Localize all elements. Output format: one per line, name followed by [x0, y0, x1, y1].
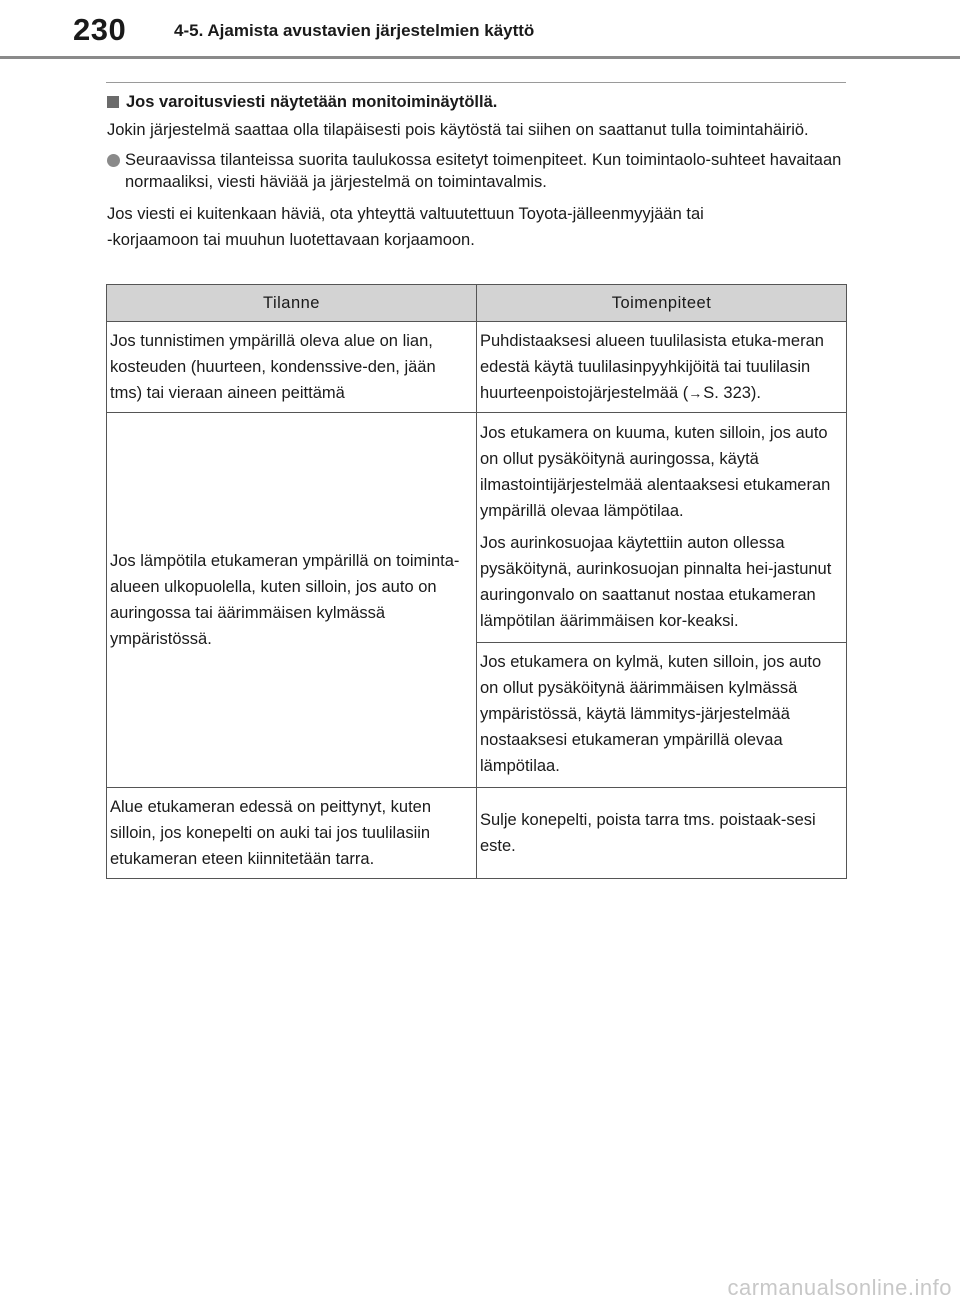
chapter-title: 4-5. Ajamista avustavien järjestelmien käyttö	[174, 21, 535, 40]
intro-paragraph: Jokin järjestelmä saattaa olla tilapäisesti pois käytöstä tai siihen on saattanut tulla toimintahäiriö.	[107, 121, 809, 139]
situation-cell: Jos lämpötila etukameran ympärillä on toiminta-alueen ulkopuolella, kuten silloin, jos auto on auringossa tai äärimmäisen kylmässä ympäristössä.	[107, 413, 477, 788]
section-divider	[106, 82, 846, 83]
action-cell: Puhdistaaksesi alueen tuulilasista etuka-meran edestä käytä tuulilasinpyyhkijöitä tai tuulilasin huurteenpoistojärjestelmää (→S. 323).	[477, 322, 847, 413]
square-bullet-icon	[107, 96, 119, 108]
header-rule	[0, 56, 960, 59]
action-text: Puhdistaaksesi alueen tuulilasista etuka-meran edestä käytä tuulilasinpyyhkijöitä tai tuulilasin huurteenpoistojärjestelmää	[480, 332, 824, 402]
round-bullet-icon	[107, 154, 120, 167]
situation-cell: Jos tunnistimen ympärillä oleva alue on lian, kosteuden (huurteen, kondenssive-den, jään tms) tai vieraan aineen peittämä	[107, 322, 477, 413]
page-number: 230	[73, 12, 127, 47]
table-row	[107, 788, 847, 879]
contact-line-1: Jos viesti ei kuitenkaan häviä, ota yhteyttä valtuutettuun Toyota-jälleenmyyjään tai	[107, 205, 704, 223]
section-content	[107, 92, 847, 253]
table-row	[107, 322, 847, 413]
page-reference-link: S. 323).	[703, 384, 762, 402]
site-watermark: carmanualsonline.info	[727, 1275, 952, 1300]
arrow-right-icon: →	[688, 385, 703, 401]
section-heading-text: Jos varoitusviesti näytetään monitoiminäytöllä.	[126, 93, 498, 111]
action-cell	[477, 413, 847, 643]
situation-action-table	[106, 284, 847, 879]
action-hot-2: Jos aurinkosuojaa käytettiin auton ollessa pysäköitynä, aurinkosuojan pinnalta hei-jastunut auringonvalo on saattanut nostaa etukameran lämpötilan äärimmäisen kor-keaksi.	[480, 534, 832, 630]
situation-cell: Alue etukameran edessä on peittynyt, kuten silloin, jos konepelti on auki tai jos tuulilasiin etukameran eteen kiinnitetään tarra.	[107, 788, 477, 879]
page-header	[0, 0, 960, 58]
bullet-paragraph	[107, 149, 847, 193]
header-situation: Tilanne	[107, 285, 477, 322]
section-heading	[107, 92, 847, 112]
action-hot-1: Jos etukamera on kuuma, kuten silloin, jos auto on ollut pysäköitynä auringossa, käytä ilmastointijärjestelmää alentaaksesi etukameran ympärillä olevaa lämpötilaa.	[480, 424, 831, 520]
action-cell: Jos etukamera on kylmä, kuten silloin, jos auto on ollut pysäköitynä äärimmäisen kylmässä ympäristössä, käytä lämmitys-järjestelmää nostaaksesi etukameran ympärillä olevaa lämpötilaa.	[477, 643, 847, 788]
header-action: Toimenpiteet	[477, 285, 847, 322]
table-row	[107, 413, 847, 643]
action-cell: Sulje konepelti, poista tarra tms. poistaak-sesi este.	[477, 788, 847, 879]
contact-line-2: -korjaamoon tai muuhun luotettavaan korjaamoon.	[107, 231, 475, 249]
table-header-row	[107, 285, 847, 322]
bullet-text: Seuraavissa tilanteissa suorita taulukossa esitetyt toimenpiteet. Kun toimintaolo-suhteet havaitaan normaaliksi, viesti häviää ja järjestelmä on toimintavalmis.	[125, 151, 842, 191]
